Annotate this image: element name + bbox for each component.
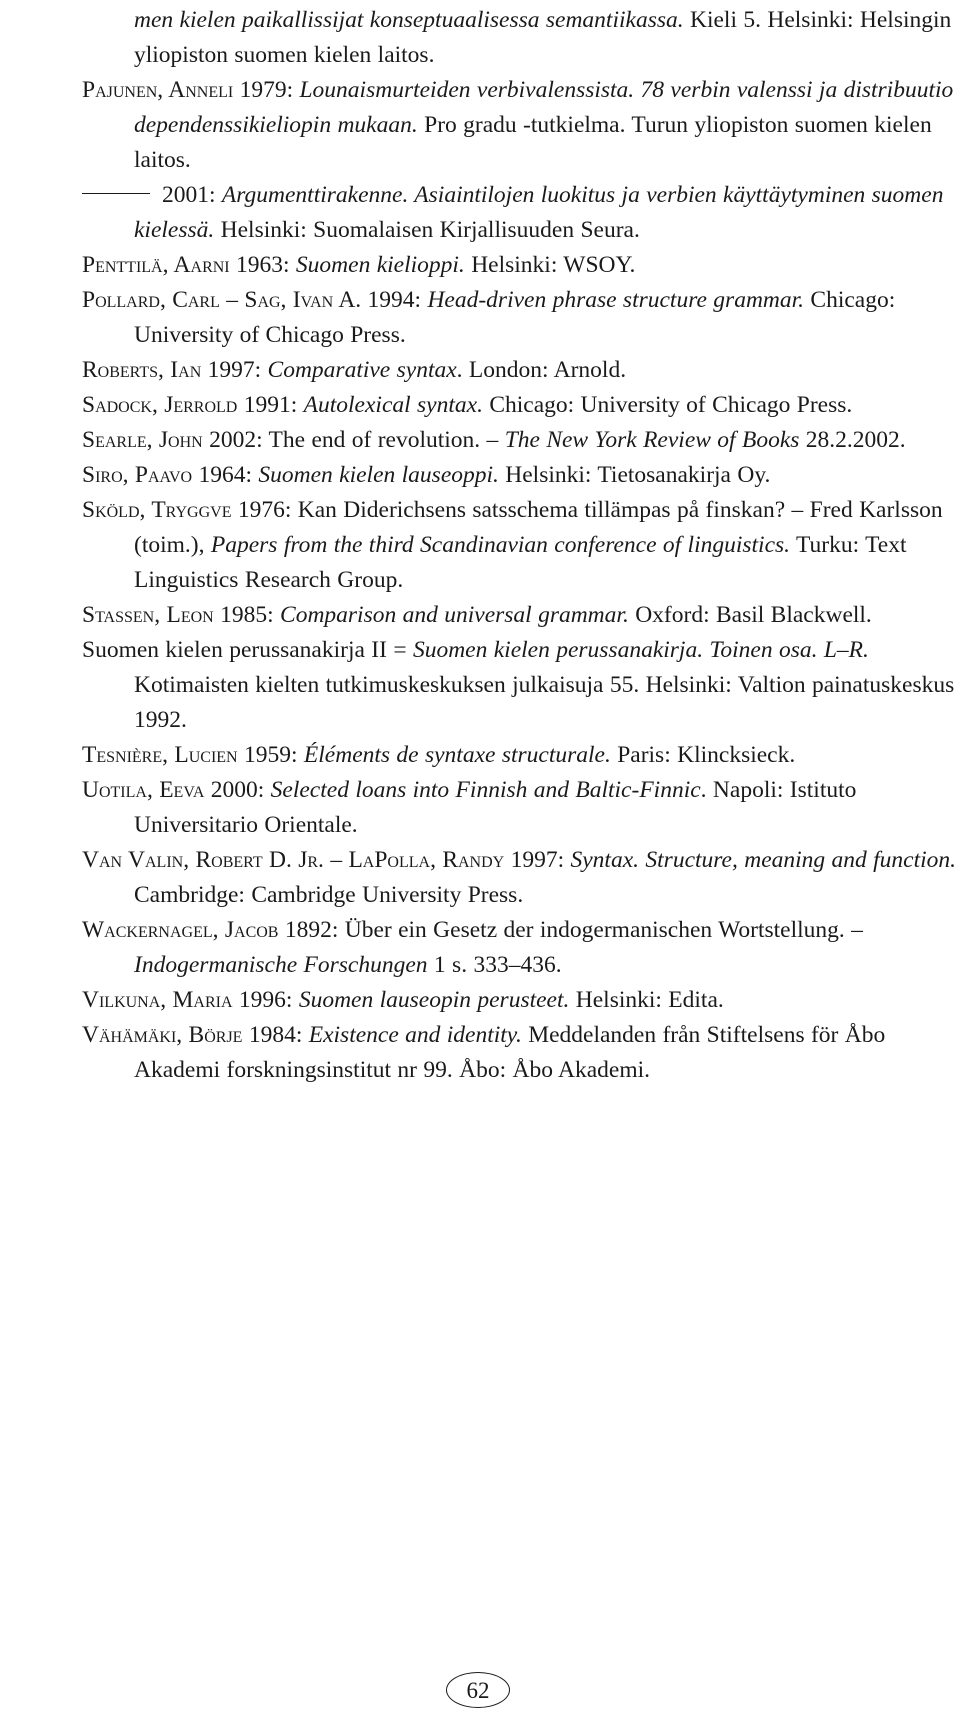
work-title: Lounaismurteiden verbivalenssista. 78 verbin valenssi ja distribuutio dependenssikieliopin mukaan. xyxy=(134,77,954,138)
bibliography-entry xyxy=(82,843,960,913)
work-title: The New York Review of Books xyxy=(504,427,800,453)
work-title: Suomen kielen lauseoppi. xyxy=(258,462,499,488)
author-name: Pollard, Carl – Sag, Ivan xyxy=(82,287,334,313)
entry-text: Cambridge: Cambridge University Press. xyxy=(134,882,524,908)
entry-text: Helsinki: Suomalaisen Kirjallisuuden Seura. xyxy=(214,217,640,243)
bibliography-list xyxy=(82,3,960,1088)
entry-text: – xyxy=(323,847,349,873)
work-title: Papers from the third Scandinavian conference of linguistics. xyxy=(210,532,791,558)
page-number xyxy=(446,1672,510,1708)
entry-text: Helsinki: WSOY. xyxy=(464,252,636,278)
entry-text: Oxford: Basil Blackwell. xyxy=(628,602,872,628)
author-name: Sköld, Tryggve xyxy=(82,497,232,523)
work-title: Existence and identity. xyxy=(308,1022,522,1048)
bibliography-entry xyxy=(82,598,960,633)
author-name: Roberts, Ian xyxy=(82,357,202,383)
author-name: Penttilä, Aarni xyxy=(82,252,230,278)
work-title: Éléments de syntaxe structurale. xyxy=(303,742,611,768)
work-title: Head-driven phrase structure grammar. xyxy=(427,287,805,313)
work-title: Syntax. Structure, meaning and function. xyxy=(570,847,957,873)
entry-text: Kotimaisten kielten tutkimuskeskuksen julkaisuja 55. Helsinki: Valtion painatuskeskus 1992. xyxy=(134,672,955,733)
entry-text: . London: Arnold. xyxy=(456,357,627,383)
author-name: Vähämäki, Börje xyxy=(82,1022,243,1048)
entry-text: Kieli 5. Helsinki: Helsingin yliopiston suomen kielen laitos. xyxy=(134,7,952,68)
work-title: Suomen kielen perussanakirja. Toinen osa. L–R. xyxy=(412,637,869,663)
bibliography-entry xyxy=(82,773,960,843)
entry-text: 2001: xyxy=(162,182,222,208)
entry-text: 1964: xyxy=(192,462,259,488)
author-name: Tesnière, Lucien xyxy=(82,742,238,768)
author-name: Jr. xyxy=(298,847,324,873)
work-title: Comparative syntax xyxy=(267,357,457,383)
entry-text: 1984: xyxy=(242,1022,309,1048)
bibliography-entry xyxy=(82,983,960,1018)
author-name: Stassen, Leon xyxy=(82,602,214,628)
bibliography-entry xyxy=(82,283,960,353)
work-title: Indogermanische Forschungen xyxy=(134,952,428,978)
entry-text: 1963: xyxy=(229,252,296,278)
bibliography-entry xyxy=(82,633,960,738)
author-name: Wackernagel, Jacob xyxy=(82,917,279,943)
entry-text: 1 s. 333–436. xyxy=(427,952,562,978)
author-name: Siro, Paavo xyxy=(82,462,193,488)
bibliography-entry xyxy=(82,3,960,73)
entry-text: 2000: xyxy=(204,777,271,803)
entry-text: 1996: xyxy=(232,987,299,1013)
author-name: Van Valin, Robert xyxy=(82,847,263,873)
author-name: Uotila, Eeva xyxy=(82,777,205,803)
entry-text: Chicago: University of Chicago Press. xyxy=(134,287,896,348)
entry-text: 1985: xyxy=(213,602,281,628)
author-name: Sadock, Jerrold xyxy=(82,392,238,418)
author-name: LaPolla, Randy xyxy=(348,847,505,873)
entry-text: A. 1994: xyxy=(333,287,428,313)
author-name: Vilkuna, Maria xyxy=(82,987,233,1013)
page-number-text: 62 xyxy=(466,1677,490,1703)
work-title: Suomen kielioppi. xyxy=(295,252,465,278)
entry-text: 1959: xyxy=(237,742,304,768)
entry-text: 1979: xyxy=(233,77,300,103)
entry-text: 28.2.2002. xyxy=(799,427,906,453)
work-title: men kielen paikallissijat konseptuaalisessa semantiikassa. xyxy=(134,7,684,33)
bibliography-entry xyxy=(82,493,960,598)
work-title: Selected loans into Finnish and Baltic-Finnic xyxy=(270,777,701,803)
entry-text: 1976: Kan Diderichsens satsschema tillämpas på finskan? – Fred Karlsson (toim.), xyxy=(134,497,943,558)
entry-text: Paris: Klincksieck. xyxy=(610,742,796,768)
bibliography-entry xyxy=(82,458,960,493)
entry-text: Helsinki: Edita. xyxy=(569,987,724,1013)
author-name: Searle, John xyxy=(82,427,203,453)
entry-text: 1892: Über ein Gesetz der indogermanischen Wortstellung. – xyxy=(278,917,863,943)
entry-text: Suomen kielen perussanakirja II = xyxy=(82,637,413,663)
entry-text: 2002: The end of revolution. – xyxy=(202,427,505,453)
bibliography-entry xyxy=(82,388,960,423)
entry-text: Turku: Text Linguistics Research Group. xyxy=(134,532,907,593)
entry-text: 1991: xyxy=(237,392,304,418)
work-title: Autolexical syntax. xyxy=(303,392,483,418)
entry-text: D. xyxy=(262,847,299,873)
bibliography-entry xyxy=(82,248,960,283)
bibliography-entry xyxy=(82,738,960,773)
entry-text: Helsinki: Tietosanakirja Oy. xyxy=(498,462,771,488)
entry-text: Meddelanden från Stiftelsens för Åbo Akademi forskningsinstitut nr 99. Åbo: Åbo Akademi. xyxy=(134,1022,886,1083)
entry-text: . Napoli: Istituto Universitario Orientale. xyxy=(134,777,857,838)
work-title: Suomen lauseopin perusteet. xyxy=(298,987,570,1013)
repeated-author-dash xyxy=(82,193,150,194)
entry-text: Pro gradu -tutkielma. Turun yliopiston suomen kielen laitos. xyxy=(134,112,932,173)
bibliography-entry xyxy=(82,1018,960,1088)
bibliography-entry xyxy=(82,73,960,178)
bibliography-entry xyxy=(82,423,960,458)
bibliography-entry xyxy=(82,353,960,388)
entry-text: 1997: xyxy=(201,357,268,383)
bibliography-entry xyxy=(82,913,960,983)
author-name: Pajunen, Anneli xyxy=(82,77,234,103)
work-title: Comparison and universal grammar. xyxy=(280,602,629,628)
entry-text: Chicago: University of Chicago Press. xyxy=(482,392,853,418)
bibliography-entry xyxy=(82,178,960,248)
work-title: Argumenttirakenne. Asiaintilojen luokitus ja verbien käyttäytyminen suomen kielessä. xyxy=(134,182,944,243)
entry-text: 1997: xyxy=(504,847,571,873)
